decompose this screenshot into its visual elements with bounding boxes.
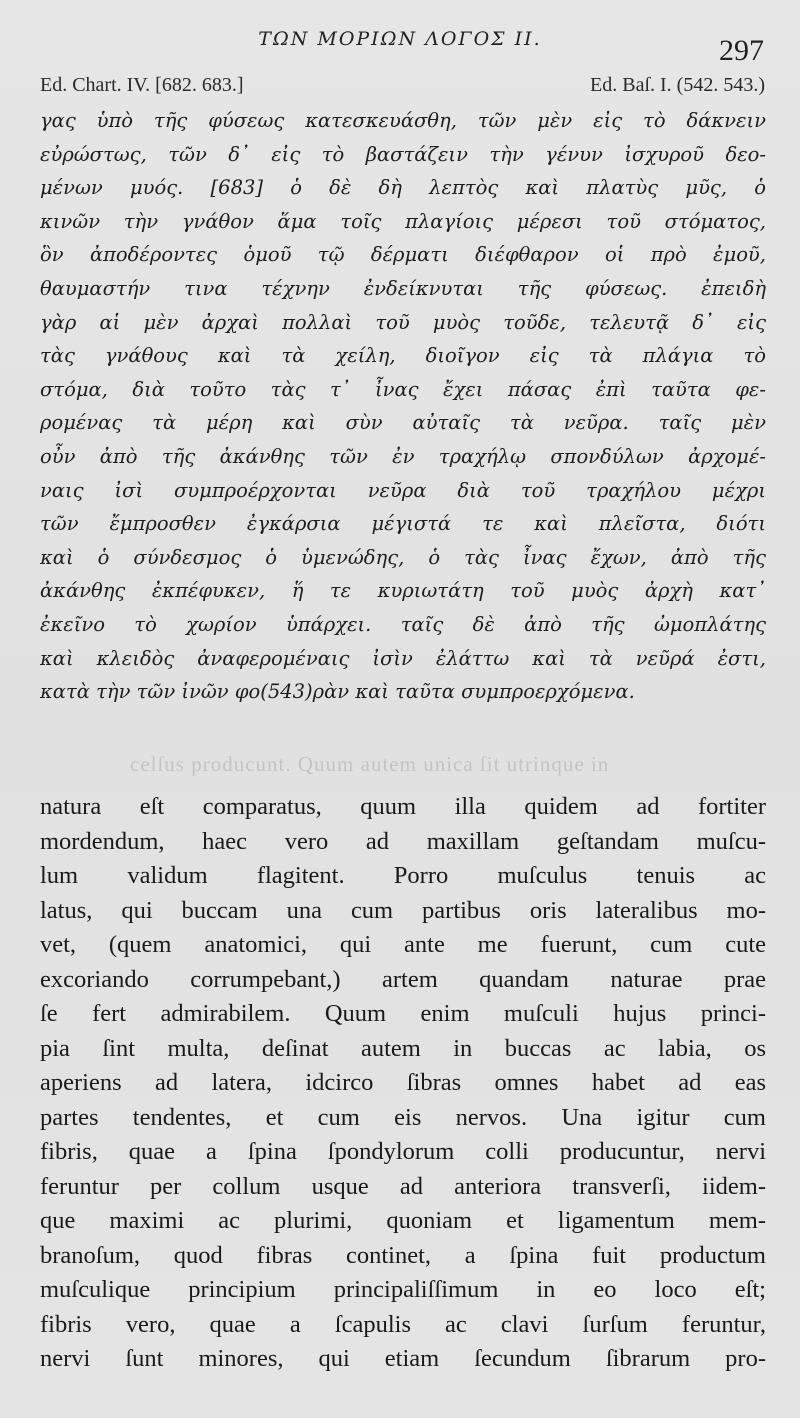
greek-line: γὰρ αἱ μὲν ἀρχαὶ πολλαὶ τοῦ μυὸς τοῦδε, τελευτᾷ δ᾽ εἰς bbox=[40, 310, 766, 334]
greek-line: τὰς γνάθους καὶ τὰ χείλη, διοῖγον εἰς τὰ πλάγια τὸ bbox=[40, 344, 766, 368]
latin-line: fibris vero, quae a ſcapulis ac clavi ſurſum feruntur, bbox=[40, 1310, 766, 1338]
greek-line: ἐκεῖνο τὸ χωρίον ὑπάρχει. ταῖς δὲ ἀπὸ τῆς ὠμοπλάτης bbox=[40, 612, 766, 636]
edition-reference-line bbox=[40, 74, 765, 97]
edition-reference-basel: Ed. Baſ. I. (542. 543.) bbox=[590, 74, 765, 96]
latin-line: partes tendentes, et cum eis nervos. Una igitur cum bbox=[40, 1103, 766, 1131]
latin-line: ſe fert admirabilem. Quum enim muſculi hujus princi- bbox=[40, 1000, 766, 1027]
latin-text-block bbox=[40, 790, 766, 1377]
greek-line: ὃν ἀποδέροντες ὁμοῦ τῷ δέρματι διέφθαρον οἱ πρὸ ἐμοῦ, bbox=[40, 243, 766, 267]
latin-line: pia ſint multa, deſinat autem in buccas ac labia, os bbox=[40, 1034, 766, 1062]
latin-line: fibris, quae a ſpina ſpondylorum colli producuntur, nervi bbox=[40, 1138, 766, 1165]
greek-line: οὖν ἀπὸ τῆς ἀκάνθης τῶν ἐν τραχήλῳ σπονδύλων ἀρχομέ- bbox=[40, 444, 766, 468]
latin-line: latus, qui buccam una cum partibus oris lateralibus mo- bbox=[40, 896, 766, 924]
edition-reference-chartier: Ed. Chart. IV. [682. 683.] bbox=[40, 74, 244, 96]
latin-line: vet, (quem anatomici, qui ante me fuerunt, cum cute bbox=[40, 931, 766, 958]
latin-line: muſculique principium principaliſſimum in eo loco eſt; bbox=[40, 1276, 766, 1303]
greek-line: ρομένας τὰ μέρη καὶ σὺν αὐταῖς τὰ νεῦρα. ταῖς μὲν bbox=[40, 411, 766, 435]
latin-line: excoriando corrumpebant,) artem quandam naturae prae bbox=[40, 965, 766, 993]
greek-text-block bbox=[40, 104, 766, 709]
bleed-through-text: celſus producunt. Quum autem unica ſit utrinque in bbox=[130, 752, 610, 776]
greek-line: τῶν ἔμπροσθεν ἐγκάρσια μέγιστά τε καὶ πλεῖστα, διότι bbox=[40, 512, 766, 536]
greek-line: ἀκάνθης ἐκπέφυκεν, ἥ τε κυριωτάτη τοῦ μυὸς ἀρχὴ κατ᾽ bbox=[40, 579, 766, 603]
latin-line: que maximi ac plurimi, quoniam et ligamentum mem- bbox=[40, 1207, 766, 1234]
greek-line: θαυμαστήν τινα τέχνην ἐνδείκνυται τῆς φύσεως. ἐπειδὴ bbox=[40, 276, 766, 300]
greek-line: κινῶν τὴν γνάθον ἅμα τοῖς πλαγίοις μέρεσι τοῦ στόματος, bbox=[40, 209, 766, 233]
greek-line: γας ὑπὸ τῆς φύσεως κατεσκευάσθη, τῶν μὲν εἰς τὸ δάκνειν bbox=[40, 109, 766, 132]
page-number: 297 bbox=[719, 34, 764, 67]
latin-line: mordendum, haec vero ad maxillam geſtandam muſcu- bbox=[40, 827, 766, 855]
greek-line: καὶ κλειδὸς ἀναφερομέναις ἰσὶν ἐλάττω καὶ τὰ νεῦρά ἐστι, bbox=[40, 646, 766, 670]
greek-line: εὐρώστως, τῶν δ᾽ εἰς τὸ βαστάζειν τὴν γένυν ἰσχυροῦ δεο- bbox=[40, 142, 766, 166]
running-title: ΤΩΝ ΜΟΡΙΩΝ ΛΟΓΟΣ ΙΙ. bbox=[258, 28, 542, 50]
greek-line: ναις ἰσὶ συμπροέρχονται νεῦρα διὰ τοῦ τραχήλου μέχρι bbox=[40, 478, 766, 502]
greek-line: μένων μυός. [683] ὁ δὲ δὴ λεπτὸς καὶ πλατὺς μῦς, ὁ bbox=[40, 176, 766, 200]
latin-line: lum validum flagitent. Porro muſculus tenuis ac bbox=[40, 862, 766, 889]
latin-line: aperiens ad latera, idcirco ſibras omnes habet ad eas bbox=[40, 1069, 766, 1096]
latin-line: feruntur per collum usque ad anteriora transverſi, iidem- bbox=[40, 1172, 766, 1200]
latin-line: nervi ſunt minores, qui etiam ſecundum ſibrarum pro- bbox=[40, 1345, 766, 1372]
greek-line: στόμα, διὰ τοῦτο τὰς τ᾽ ἶνας ἔχει πάσας ἐπὶ ταῦτα φε- bbox=[40, 377, 766, 401]
latin-line: natura eſt comparatus, quum illa quidem ad fortiter bbox=[40, 793, 766, 820]
latin-line: branoſum, quod fibras continet, a ſpina fuit productum bbox=[40, 1241, 766, 1269]
greek-line: καὶ ὁ σύνδεσμος ὁ ὑμενώδης, ὁ τὰς ἶνας ἔχων, ἀπὸ τῆς bbox=[40, 545, 766, 569]
greek-line: κατὰ τὴν τῶν ἰνῶν φο(543)ρὰν καὶ ταῦτα συμπροερχόμενα. bbox=[40, 680, 635, 704]
